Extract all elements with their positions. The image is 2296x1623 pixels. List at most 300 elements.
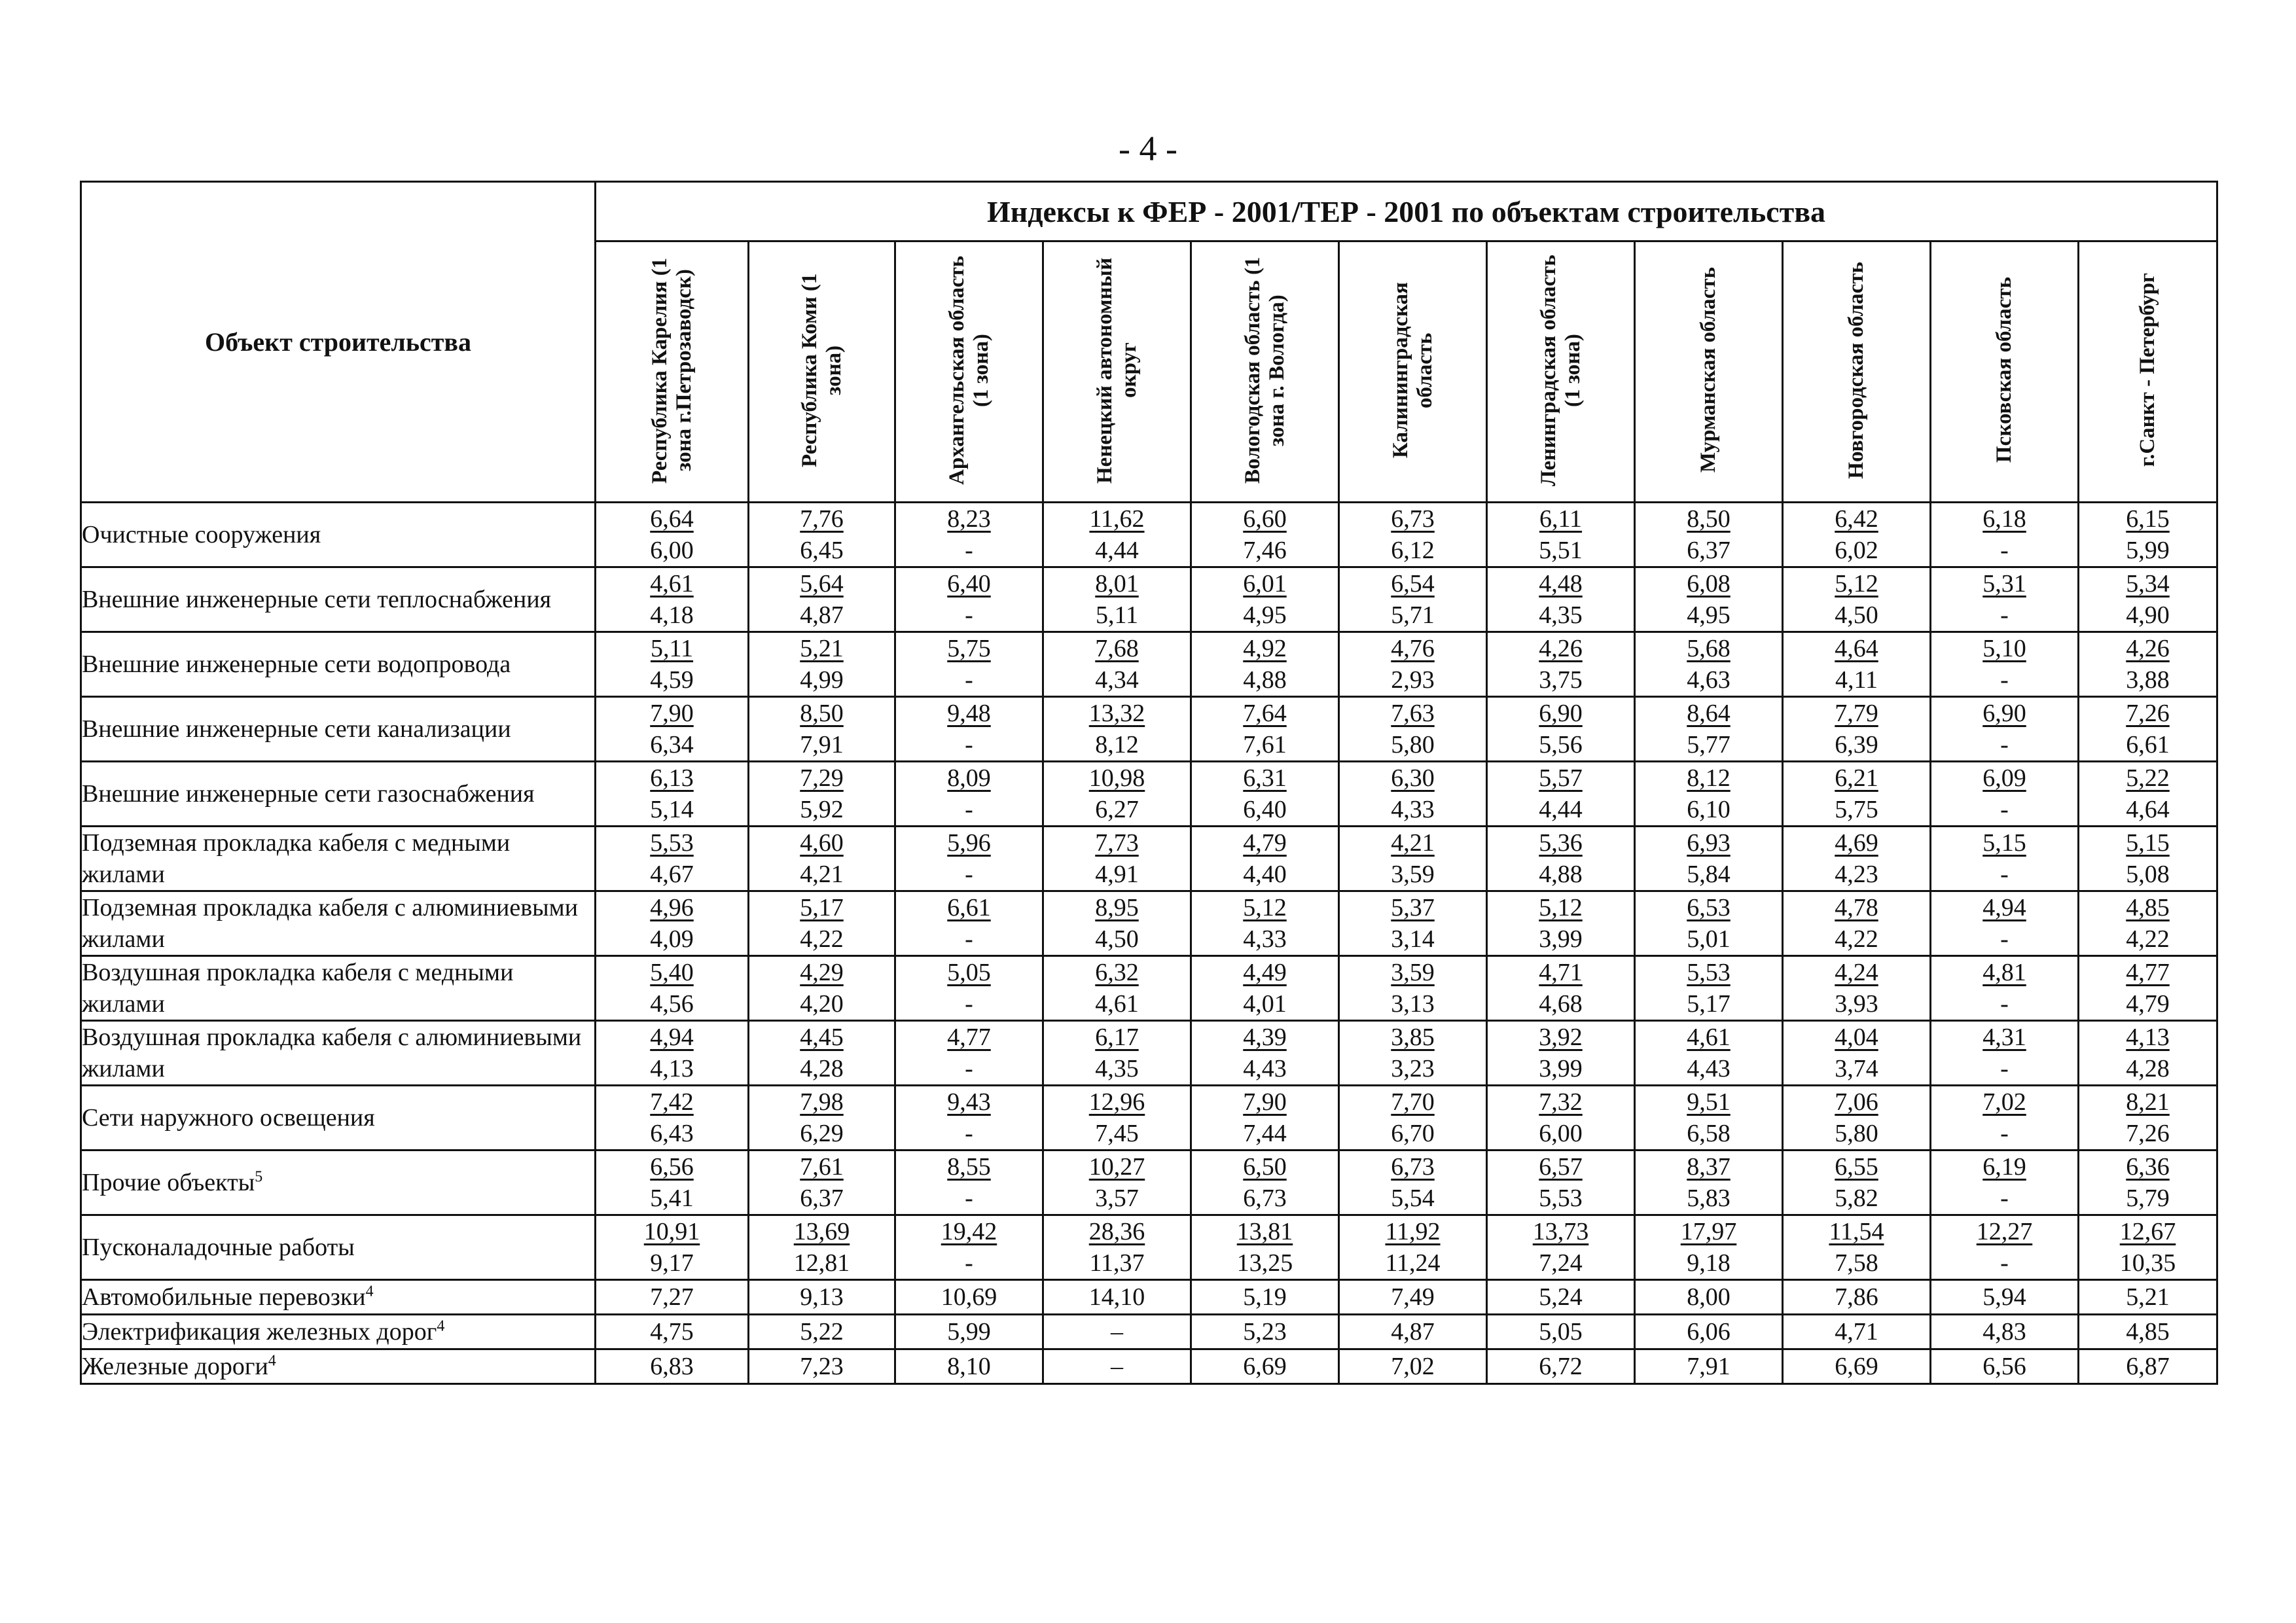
index-value-ter: - bbox=[965, 861, 973, 888]
index-cell bbox=[749, 503, 895, 567]
index-value-ter: 4,79 bbox=[2126, 990, 2170, 1018]
footnote-marker: 4 bbox=[437, 1317, 445, 1335]
index-value-fer: 6,11 bbox=[1539, 505, 1583, 533]
index-value-fer: 4,96 bbox=[650, 894, 694, 921]
index-value-fer: 7,64 bbox=[1243, 700, 1287, 727]
index-cell bbox=[749, 827, 895, 891]
index-value-ter: 4,95 bbox=[1243, 601, 1287, 629]
index-value-fer: 8,64 bbox=[1687, 700, 1731, 727]
object-name bbox=[81, 1349, 596, 1384]
object-name bbox=[81, 1086, 596, 1150]
object-name bbox=[81, 762, 596, 827]
index-value-fer: 4,61 bbox=[1687, 1024, 1731, 1051]
table-title: Индексы к ФЕР - 2001/ТЕР - 2001 по объектам строительства bbox=[596, 182, 2217, 241]
index-value-fer: 4,92 bbox=[1243, 635, 1287, 662]
index-value-fer: 5,22 bbox=[2126, 764, 2170, 792]
index-cell bbox=[1783, 1315, 1931, 1349]
index-cell bbox=[1931, 632, 2079, 697]
index-value-ter: 7,45 bbox=[1095, 1120, 1139, 1147]
index-value: – bbox=[1111, 1353, 1123, 1380]
index-cell bbox=[1043, 1215, 1191, 1280]
index-cell bbox=[1487, 762, 1635, 827]
index-cell bbox=[1191, 956, 1339, 1021]
index-cell bbox=[1191, 762, 1339, 827]
index-value-ter: 4,20 bbox=[800, 990, 844, 1018]
index-value-fer: 7,42 bbox=[650, 1088, 694, 1116]
index-value-ter: 4,95 bbox=[1687, 601, 1731, 629]
index-value-ter: 7,58 bbox=[1835, 1249, 1878, 1277]
index-value-fer: 9,51 bbox=[1687, 1088, 1731, 1116]
index-value-fer: 10,98 bbox=[1088, 764, 1145, 792]
index-value-fer: 4,31 bbox=[1982, 1024, 2026, 1051]
index-value-fer: 5,12 bbox=[1539, 894, 1583, 921]
index-value-ter: 5,11 bbox=[1095, 601, 1139, 629]
index-value-fer: 5,17 bbox=[800, 894, 844, 921]
index-value-ter: 4,01 bbox=[1243, 990, 1287, 1018]
index-cell bbox=[895, 956, 1043, 1021]
index-value-ter: 3,88 bbox=[2126, 666, 2170, 694]
index-value-fer: 6,17 bbox=[1095, 1024, 1139, 1051]
index-value-ter: 4,22 bbox=[2126, 925, 2170, 953]
index-cell bbox=[2079, 1215, 2217, 1280]
object-name-text: Автомобильные перевозки bbox=[82, 1283, 366, 1311]
index-value: 8,10 bbox=[947, 1353, 991, 1380]
index-value-ter: 12,81 bbox=[793, 1249, 850, 1277]
index-value-ter: 4,18 bbox=[650, 601, 694, 629]
index-cell bbox=[1339, 567, 1487, 632]
index-cell bbox=[1339, 1215, 1487, 1280]
index-value-ter: - bbox=[965, 990, 973, 1018]
index-value-ter: 3,23 bbox=[1391, 1055, 1435, 1082]
index-value-fer: 4,04 bbox=[1835, 1024, 1878, 1051]
index-cell bbox=[1635, 503, 1783, 567]
index-value: 4,85 bbox=[2126, 1318, 2170, 1346]
index-cell bbox=[1487, 891, 1635, 956]
index-cell bbox=[895, 1086, 1043, 1150]
index-value-ter: - bbox=[2000, 925, 2009, 953]
index-value-fer: 8,95 bbox=[1095, 894, 1139, 921]
region-header bbox=[596, 241, 749, 503]
index-value-fer: 6,90 bbox=[1539, 700, 1583, 727]
index-value-ter: 6,27 bbox=[1095, 796, 1139, 823]
index-value: 14,10 bbox=[1088, 1283, 1145, 1311]
index-value-fer: 12,96 bbox=[1088, 1088, 1145, 1116]
object-name-text: Внешние инженерные сети теплоснабжения bbox=[82, 586, 552, 613]
index-value-ter: 4,50 bbox=[1835, 601, 1878, 629]
index-cell bbox=[1635, 697, 1783, 762]
index-value-ter: - bbox=[2000, 1185, 2009, 1212]
index-cell bbox=[1043, 891, 1191, 956]
index-value-ter: - bbox=[2000, 861, 2009, 888]
index-value-ter: 4,40 bbox=[1243, 861, 1287, 888]
index-value-ter: 3,93 bbox=[1835, 990, 1878, 1018]
index-value-ter: 6,73 bbox=[1243, 1185, 1287, 1212]
index-value-ter: 5,08 bbox=[2126, 861, 2170, 888]
index-cell bbox=[1931, 762, 2079, 827]
index-value-fer: 13,81 bbox=[1236, 1218, 1293, 1245]
object-name-text: Железные дороги bbox=[82, 1353, 268, 1380]
index-value-ter: 4,13 bbox=[650, 1055, 694, 1082]
index-value-fer: 5,36 bbox=[1539, 829, 1583, 857]
region-label: Ленинградская область (1 зона) bbox=[1536, 254, 1585, 486]
index-value-fer: 3,85 bbox=[1391, 1024, 1435, 1051]
index-cell bbox=[1339, 891, 1487, 956]
index-value-ter: 8,12 bbox=[1095, 731, 1139, 758]
index-value-ter: 5,54 bbox=[1391, 1185, 1435, 1212]
index-cell bbox=[596, 762, 749, 827]
index-cell bbox=[2079, 1280, 2217, 1315]
object-name-text: Сети наружного освещения bbox=[82, 1104, 375, 1132]
index-cell bbox=[1487, 1315, 1635, 1349]
index-value-ter: 13,25 bbox=[1236, 1249, 1293, 1277]
index-value-fer: 6,53 bbox=[1687, 894, 1731, 921]
region-label: Псковская область bbox=[1992, 277, 2017, 463]
footnote-marker: 4 bbox=[268, 1352, 276, 1370]
object-name-text: Подземная прокладка кабеля с медными жилами bbox=[82, 829, 511, 888]
index-value-ter: - bbox=[965, 666, 973, 694]
index-value-fer: 6,93 bbox=[1687, 829, 1731, 857]
object-name bbox=[81, 1215, 596, 1280]
index-value: 6,69 bbox=[1835, 1353, 1878, 1380]
index-cell bbox=[1339, 762, 1487, 827]
index-value-ter: 5,17 bbox=[1687, 990, 1731, 1018]
region-label: Мурманская область bbox=[1696, 267, 1721, 473]
index-cell bbox=[1339, 827, 1487, 891]
index-cell bbox=[1783, 1150, 1931, 1215]
index-cell bbox=[1339, 697, 1487, 762]
index-value-ter: 3,59 bbox=[1391, 861, 1435, 888]
region-label: Вологодская область (1 зона г. Вологда) bbox=[1240, 257, 1289, 484]
index-value-ter: 7,44 bbox=[1243, 1120, 1287, 1147]
index-value-fer: 8,23 bbox=[947, 505, 991, 533]
index-cell bbox=[1487, 1349, 1635, 1384]
index-cell bbox=[1043, 1349, 1191, 1384]
index-value-ter: 5,75 bbox=[1835, 796, 1878, 823]
index-cell bbox=[1191, 503, 1339, 567]
index-cell bbox=[749, 1150, 895, 1215]
index-value-ter: 4,35 bbox=[1539, 601, 1583, 629]
index-cell bbox=[2079, 1349, 2217, 1384]
index-value-fer: 6,90 bbox=[1982, 700, 2026, 727]
index-value-fer: 7,61 bbox=[800, 1153, 844, 1181]
object-name-text: Внешние инженерные сети водопровода bbox=[82, 651, 511, 678]
index-value-fer: 8,50 bbox=[1687, 505, 1731, 533]
index-value-ter: 4,68 bbox=[1539, 990, 1583, 1018]
index-cell bbox=[596, 1086, 749, 1150]
object-name-text: Очистные сооружения bbox=[82, 521, 321, 548]
index-value-ter: - bbox=[965, 925, 973, 953]
index-value-ter: 3,75 bbox=[1539, 666, 1583, 694]
index-value-fer: 6,57 bbox=[1539, 1153, 1583, 1181]
index-value-ter: 3,57 bbox=[1095, 1185, 1139, 1212]
index-cell bbox=[1191, 567, 1339, 632]
index-value-fer: 5,05 bbox=[947, 959, 991, 986]
index-value-ter: 4,61 bbox=[1095, 990, 1139, 1018]
table-row bbox=[81, 1150, 2217, 1215]
index-value-fer: 7,26 bbox=[2126, 700, 2170, 727]
index-value-fer: 6,01 bbox=[1243, 570, 1287, 597]
index-value-fer: 5,15 bbox=[2126, 829, 2170, 857]
index-value-fer: 8,55 bbox=[947, 1153, 991, 1181]
index-value-fer: 9,48 bbox=[947, 700, 991, 727]
index-cell bbox=[895, 1021, 1043, 1086]
index-value-fer: 6,09 bbox=[1982, 764, 2026, 792]
index-value-fer: 4,81 bbox=[1982, 959, 2026, 986]
index-value: 5,21 bbox=[2126, 1283, 2170, 1311]
table-row bbox=[81, 1349, 2217, 1384]
index-value: 5,19 bbox=[1243, 1283, 1287, 1311]
index-cell bbox=[749, 1280, 895, 1315]
index-cell bbox=[1043, 827, 1191, 891]
index-cell bbox=[596, 891, 749, 956]
table-row bbox=[81, 1021, 2217, 1086]
index-value-fer: 6,56 bbox=[650, 1153, 694, 1181]
region-header bbox=[1191, 241, 1339, 503]
table-row bbox=[81, 1215, 2217, 1280]
index-value-fer: 8,37 bbox=[1687, 1153, 1731, 1181]
index-value: 6,56 bbox=[1982, 1353, 2026, 1380]
index-cell bbox=[1043, 1280, 1191, 1315]
index-cell bbox=[596, 1280, 749, 1315]
object-name bbox=[81, 1150, 596, 1215]
index-value-fer: 8,01 bbox=[1095, 570, 1139, 597]
index-value: 9,13 bbox=[800, 1283, 844, 1311]
index-value-fer: 4,49 bbox=[1243, 959, 1287, 986]
index-cell bbox=[895, 697, 1043, 762]
index-value-fer: 5,10 bbox=[1982, 635, 2026, 662]
index-value-fer: 4,79 bbox=[1243, 829, 1287, 857]
index-value-fer: 5,40 bbox=[650, 959, 694, 986]
index-value-ter: 4,56 bbox=[650, 990, 694, 1018]
index-cell bbox=[749, 891, 895, 956]
index-value-fer: 10,27 bbox=[1088, 1153, 1145, 1181]
region-header bbox=[1339, 241, 1487, 503]
index-value-fer: 4,13 bbox=[2126, 1024, 2170, 1051]
index-cell bbox=[895, 1280, 1043, 1315]
index-value-fer: 6,40 bbox=[947, 570, 991, 597]
index-value-fer: 6,64 bbox=[650, 505, 694, 533]
index-value: 4,83 bbox=[1982, 1318, 2026, 1346]
index-value-fer: 3,92 bbox=[1539, 1024, 1583, 1051]
index-value: 7,27 bbox=[650, 1283, 694, 1311]
index-value-ter: 4,23 bbox=[1835, 861, 1878, 888]
index-cell bbox=[1931, 1150, 2079, 1215]
index-value-fer: 11,62 bbox=[1089, 505, 1145, 533]
index-value-fer: 6,73 bbox=[1391, 505, 1435, 533]
index-cell bbox=[895, 1215, 1043, 1280]
index-value-fer: 7,68 bbox=[1095, 635, 1139, 662]
index-cell bbox=[1487, 1021, 1635, 1086]
index-value-fer: 3,59 bbox=[1391, 959, 1435, 986]
index-value: 4,75 bbox=[650, 1318, 694, 1346]
index-cell bbox=[1191, 1086, 1339, 1150]
index-value-fer: 4,78 bbox=[1835, 894, 1878, 921]
index-cell bbox=[1931, 567, 2079, 632]
index-value-fer: 5,68 bbox=[1687, 635, 1731, 662]
index-value-fer: 7,70 bbox=[1391, 1088, 1435, 1116]
index-value: 8,00 bbox=[1687, 1283, 1731, 1311]
table-body bbox=[81, 503, 2217, 1384]
index-value-ter: 4,33 bbox=[1243, 925, 1287, 953]
index-cell bbox=[749, 697, 895, 762]
index-value-fer: 6,08 bbox=[1687, 570, 1731, 597]
index-cell bbox=[895, 632, 1043, 697]
index-value-ter: 4,11 bbox=[1835, 666, 1878, 694]
object-name bbox=[81, 891, 596, 956]
object-name-text: Подземная прокладка кабеля с алюминиевыми жилами bbox=[82, 894, 579, 953]
index-value-fer: 6,42 bbox=[1835, 505, 1878, 533]
index-value-fer: 10,91 bbox=[643, 1218, 700, 1245]
index-value: 5,94 bbox=[1982, 1283, 2026, 1311]
index-value-ter: 6,61 bbox=[2126, 731, 2170, 758]
index-value-fer: 7,90 bbox=[650, 700, 694, 727]
index-value-fer: 6,30 bbox=[1391, 764, 1435, 792]
index-value-ter: 3,99 bbox=[1539, 1055, 1583, 1082]
index-cell bbox=[1635, 1349, 1783, 1384]
index-cell bbox=[1043, 762, 1191, 827]
index-value-ter: 10,35 bbox=[2119, 1249, 2176, 1277]
index-value-fer: 8,21 bbox=[2126, 1088, 2170, 1116]
index-value-ter: 4,28 bbox=[800, 1055, 844, 1082]
index-value-ter: 5,82 bbox=[1835, 1185, 1878, 1212]
table-row bbox=[81, 1280, 2217, 1315]
index-value-fer: 6,21 bbox=[1835, 764, 1878, 792]
index-cell bbox=[1487, 503, 1635, 567]
index-cell bbox=[2079, 697, 2217, 762]
region-label: Архангельская область (1 зона) bbox=[944, 255, 993, 485]
index-cell bbox=[895, 827, 1043, 891]
index-cell bbox=[895, 1349, 1043, 1384]
table-row bbox=[81, 1086, 2217, 1150]
index-value: 6,69 bbox=[1243, 1353, 1287, 1380]
region-label: Республика Коми (1 зона) bbox=[797, 273, 846, 467]
index-value-fer: 5,57 bbox=[1539, 764, 1583, 792]
index-value-fer: 11,92 bbox=[1385, 1218, 1441, 1245]
index-cell bbox=[1191, 891, 1339, 956]
index-value-ter: 4,34 bbox=[1095, 666, 1139, 694]
index-cell bbox=[1783, 1349, 1931, 1384]
index-value-fer: 7,32 bbox=[1539, 1088, 1583, 1116]
index-value-fer: 4,26 bbox=[1539, 635, 1583, 662]
index-value-ter: 4,50 bbox=[1095, 925, 1139, 953]
index-value-ter: 4,33 bbox=[1391, 796, 1435, 823]
index-value-ter: 6,43 bbox=[650, 1120, 694, 1147]
index-value-ter: 5,80 bbox=[1835, 1120, 1878, 1147]
index-cell bbox=[1931, 891, 2079, 956]
region-header bbox=[749, 241, 895, 503]
index-cell bbox=[1339, 1086, 1487, 1150]
index-value-fer: 5,11 bbox=[650, 635, 694, 662]
index-value-ter: 5,01 bbox=[1687, 925, 1731, 953]
index-value-fer: 7,73 bbox=[1095, 829, 1139, 857]
index-cell bbox=[1931, 697, 2079, 762]
index-value-ter: 6,70 bbox=[1391, 1120, 1435, 1147]
index-value-ter: 4,64 bbox=[2126, 796, 2170, 823]
index-cell bbox=[1191, 697, 1339, 762]
index-value-ter: - bbox=[2000, 1120, 2009, 1147]
index-value-ter: - bbox=[965, 796, 973, 823]
index-value-ter: 7,24 bbox=[1539, 1249, 1583, 1277]
index-value-ter: 7,91 bbox=[800, 731, 844, 758]
region-label: Новгородская область bbox=[1844, 261, 1869, 479]
index-value-fer: 12,27 bbox=[1976, 1218, 2033, 1245]
index-cell bbox=[1931, 1280, 2079, 1315]
object-name-text: Воздушная прокладка кабеля с алюминиевыми жилами bbox=[82, 1024, 582, 1082]
index-value-ter: 5,53 bbox=[1539, 1185, 1583, 1212]
index-value-ter: 4,09 bbox=[650, 925, 694, 953]
region-header bbox=[2079, 241, 2217, 503]
object-name-text: Внешние инженерные сети газоснабжения bbox=[82, 780, 535, 808]
index-cell bbox=[1043, 1021, 1191, 1086]
index-value-ter: 4,43 bbox=[1243, 1055, 1287, 1082]
index-value-fer: 6,61 bbox=[947, 894, 991, 921]
index-value-ter: - bbox=[2000, 990, 2009, 1018]
index-value-fer: 4,71 bbox=[1539, 959, 1583, 986]
index-value-fer: 11,54 bbox=[1829, 1218, 1884, 1245]
index-cell bbox=[1191, 1215, 1339, 1280]
index-value-ter: 6,58 bbox=[1687, 1120, 1731, 1147]
index-value-ter: - bbox=[2000, 666, 2009, 694]
index-cell bbox=[1783, 956, 1931, 1021]
index-value-fer: 6,36 bbox=[2126, 1153, 2170, 1181]
index-value-fer: 28,36 bbox=[1088, 1218, 1145, 1245]
index-value: 5,24 bbox=[1539, 1283, 1583, 1311]
index-cell bbox=[1931, 1215, 2079, 1280]
index-cell bbox=[1043, 697, 1191, 762]
index-cell bbox=[1635, 1150, 1783, 1215]
index-value-fer: 4,77 bbox=[2126, 959, 2170, 986]
index-value: 7,49 bbox=[1391, 1283, 1435, 1311]
footnote-marker: 5 bbox=[255, 1168, 263, 1186]
index-value-ter: 5,92 bbox=[800, 796, 844, 823]
index-value-ter: 6,02 bbox=[1835, 537, 1878, 564]
index-value-ter: 5,56 bbox=[1539, 731, 1583, 758]
index-value-fer: 7,06 bbox=[1835, 1088, 1878, 1116]
index-value-ter: - bbox=[965, 1120, 973, 1147]
index-value-fer: 4,64 bbox=[1835, 635, 1878, 662]
index-value-ter: - bbox=[2000, 796, 2009, 823]
index-value-ter: 7,61 bbox=[1243, 731, 1287, 758]
index-cell bbox=[596, 827, 749, 891]
table-row bbox=[81, 956, 2217, 1021]
index-value-fer: 4,76 bbox=[1391, 635, 1435, 662]
index-value-fer: 6,54 bbox=[1391, 570, 1435, 597]
index-value: 7,91 bbox=[1687, 1353, 1731, 1380]
index-cell bbox=[1191, 1315, 1339, 1349]
index-value-ter: 4,91 bbox=[1095, 861, 1139, 888]
index-cell bbox=[1931, 1086, 2079, 1150]
index-value-ter: 4,99 bbox=[800, 666, 844, 694]
index-value-ter: 4,21 bbox=[800, 861, 844, 888]
table-row bbox=[81, 697, 2217, 762]
index-value-fer: 4,39 bbox=[1243, 1024, 1287, 1051]
index-value-ter: 4,63 bbox=[1687, 666, 1731, 694]
index-cell bbox=[1783, 762, 1931, 827]
index-value: – bbox=[1111, 1318, 1123, 1346]
index-cell bbox=[2079, 1315, 2217, 1349]
index-cell bbox=[1043, 1086, 1191, 1150]
region-label: Ненецкий автономный округ bbox=[1092, 257, 1141, 484]
index-value: 5,22 bbox=[800, 1318, 844, 1346]
index-value-ter: 4,43 bbox=[1687, 1055, 1731, 1082]
index-cell bbox=[1635, 827, 1783, 891]
index-cell bbox=[596, 1150, 749, 1215]
index-value-ter: 5,80 bbox=[1391, 731, 1435, 758]
index-cell bbox=[1339, 1021, 1487, 1086]
index-cell bbox=[596, 632, 749, 697]
index-value-ter: 6,12 bbox=[1391, 537, 1435, 564]
index-cell bbox=[2079, 503, 2217, 567]
